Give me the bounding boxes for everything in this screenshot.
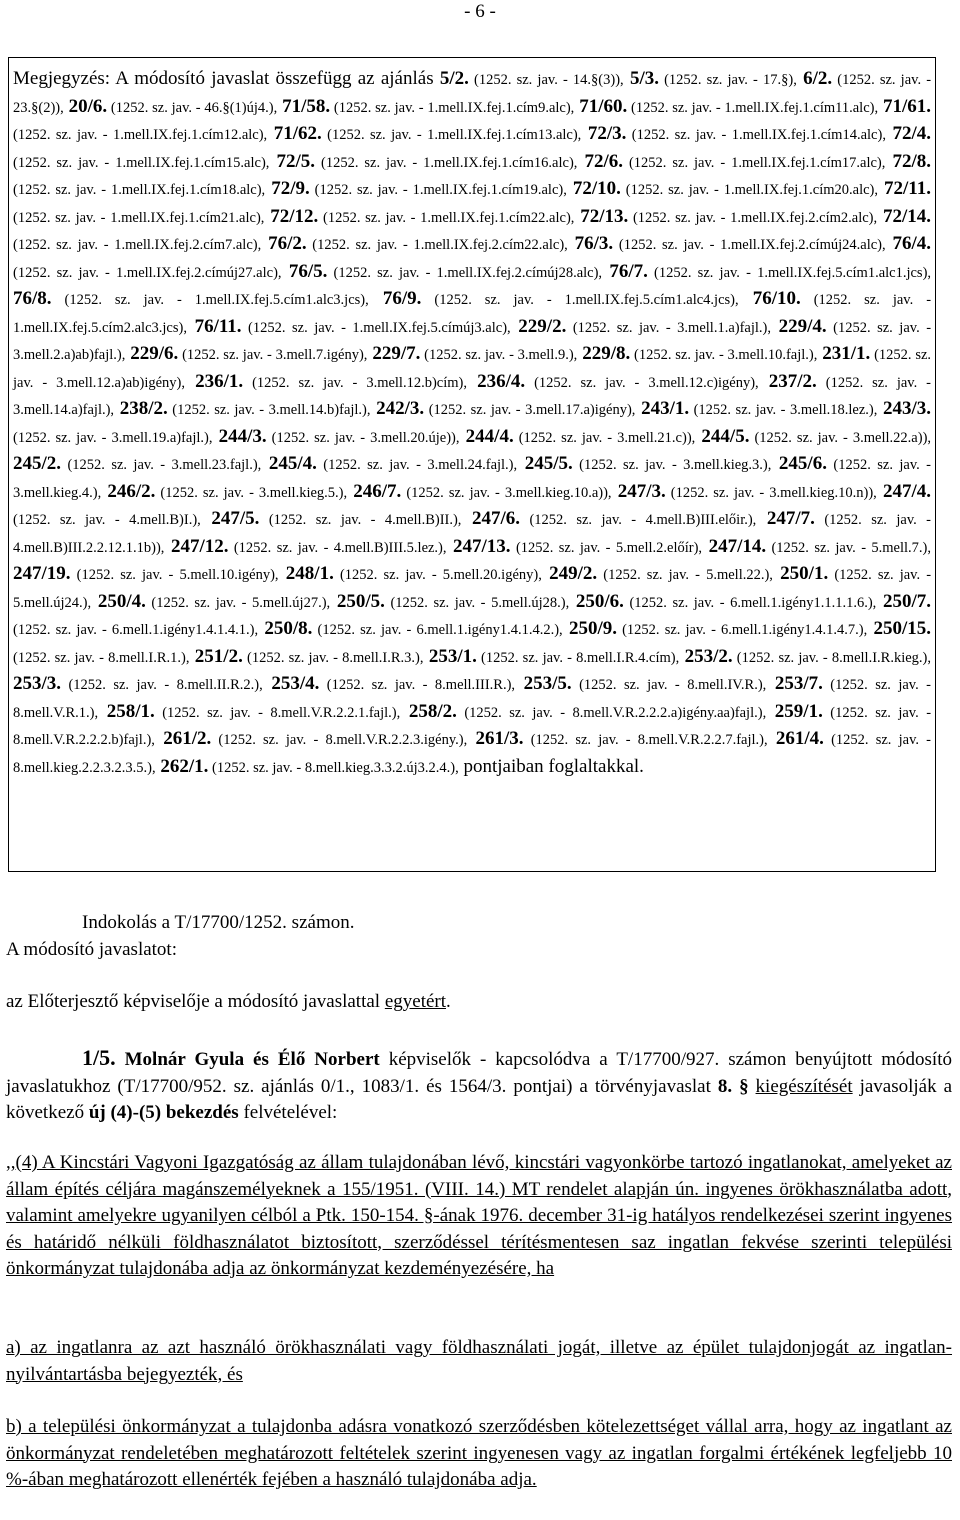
item-text-4: felvételével: [238,1102,338,1123]
note-ref-detail: (1252. sz. jav. - 1.mell.IX.fej.1.cím9.alc), [330,99,575,116]
note-ref: 76/3. [574,233,614,254]
item-authors: Molnár Gyula és Élő Norbert [124,1049,380,1070]
note-prefix: Megjegyzés: A módosító javaslat összefügg az ajánlás [13,68,440,89]
note-ref: 250/6. [575,590,624,612]
note-ref-detail: (1252. sz. jav. - 8.mell.I.R.4.cím), [476,649,680,666]
item-section: 8. § [717,1075,749,1097]
note-ref-detail: (1252. sz. jav. - 5.mell.22.), [597,567,773,583]
note-box [8,57,936,872]
note-ref-detail: (1252. sz. jav. - 8.mell.I.R.1.), [13,649,190,666]
note-ref-detail: (1252. sz. jav. - 17.§), [658,72,797,88]
note-ref-detail: (1252. sz. jav. - 1.mell.IX.fej.1.cím13.alc), [321,127,582,143]
note-ref: 76/7. [609,260,648,282]
item-text-3: javasolják a következő [6,1075,953,1123]
note-ref-detail: (1252. sz. jav. - 3.mell.7.igény), [178,347,368,363]
note-ref-detail: (1252. sz. jav. - 1.mell.IX.fej.5.cím1.alc3.jcs), [51,292,369,308]
note-ref: 247/3. [617,480,666,502]
note-ref: 253/2. [684,645,733,667]
note-ref: 261/2. [163,728,212,749]
note-ref: 72/10. [572,178,621,199]
item-text-1: képviselők - kapcsolódva a T/17700/927. számon benyújtott módosító javaslatukhoz (T/17700/952. sz. ajánlás 0/1., 1083/1. és 1564/3. pontjai) a törvényjavaslat [6,1049,952,1097]
note-ref-detail: (1252. sz. jav. - 1.mell.IX.fej.1.cím21.alc), [13,209,265,226]
note-ref-detail: (1252. sz. jav. - 3.mell.kieg.4.), [13,457,932,501]
paragraph-4: ,,(4) A Kincstári Vagyoni Igazgatóság az állam tulajdonában lévő, kincstári vagyonkörbe tartozó ingatlanokat, amelyeket az állam építés céljára magánszemélyeknek a 155/1951. (VIII. 14.) MT rendelet alapján ún. ingyenes örökhasználatba adott, valamint amelyekre ugyanilyen célból a Ptk. 150-154. §-ának 1976. december 31-ig hatályos rendelkezései szerint ingyenes és határidő nélküli földhasználatot biztosított, szerződéssel térítésmentesen saz ingatlan fekvése szerinti települési önkormányzat tulajdonába adja az önkormányzat kezdeményezésére, ha [6,1152,952,1279]
note-ref-detail: (1252. sz. jav. - 3.mell.kieg.5.), [155,484,348,501]
note-ref-detail: (1252. sz. jav. - 1.mell.IX.fej.5.cím1.alc4.jcs), [421,292,739,308]
note-ref: 229/4. [778,315,827,337]
note-ref: 246/2. [107,480,156,502]
note-ref: 247/7. [766,508,815,529]
note-ref-detail: (1252. sz. jav. - 1.mell.IX.fej.2.cím7.alc), [13,237,262,253]
note-ref: 253/5. [523,673,572,694]
note-ref: 76/11. [194,315,242,337]
note-ref-detail: (1252. sz. jav. - 8.mell.V.R.2.2.2.a)igény.aa)fajl.), [456,704,767,721]
note-ref-detail: (1252. sz. jav. - 5.mell.10.igény), [70,567,279,583]
note-ref-detail: (1252. sz. jav. - 5.mell.új28.), [384,594,570,611]
note-ref: 243/1. [641,398,690,419]
note-ref-detail: (1252. sz. jav. - 3.mell.10.fajl.), [630,347,818,363]
note-ref: 250/15. [873,618,932,639]
note-ref: 72/4. [892,123,932,144]
note-ref-detail: (1252. sz. jav. - 8.mell.V.R.2.2.1.fajl.), [154,704,401,721]
note-ref: 247/13. [453,535,511,557]
note-ref: 5/3. [629,68,659,89]
note-ref: 245/4. [268,453,317,474]
note-ref: 71/62. [273,123,322,144]
note-ref: 261/3. [475,728,524,749]
note-ref-detail: (1252. sz. jav. - 1.mell.IX.fej.1.cím20.alc), [620,182,878,198]
note-ref-detail: (1252. sz. jav. - 6.mell.1.igény1.4.1.4.1.), [13,622,259,638]
note-ref-detail: (1252. sz. jav. - 1.mell.IX.fej.2.cím2.alc), [628,209,878,226]
note-ref-detail: (1252. sz. jav. - 1.mell.IX.fej.5.cím2.alc3.jcs), [13,292,932,336]
note-ref: 250/1. [780,563,829,584]
note-ref-detail: (1252. sz. jav. - 1.mell.IX.fej.1.cím16.alc), [315,154,578,171]
note-ref-detail: (1252. sz. jav. - 6.mell.1.igény1.1.1.1.6.), [623,594,877,611]
note-ref-detail: (1252. sz. jav. - 3.mell.19.a)fajl.), [13,429,213,446]
note-ref: 71/60. [579,95,628,117]
note-ref-detail: (1252. sz. jav. - 8.mell.II.R.2.), [61,677,263,693]
note-ref: 236/4. [477,370,526,392]
note-ref-detail: (1252. sz. jav. - 5.mell.új27.), [145,594,331,611]
egyetert-line [6,989,451,1016]
note-ref: 247/5. [211,508,260,529]
note-ref-detail: (1252. sz. jav. - 3.mell.kieg.3.), [572,457,772,473]
note-ref-detail: (1252. sz. jav. - 1.mell.IX.fej.1.cím22.alc), [318,209,575,226]
note-ref-detail: (1252. sz. jav. - 1.mell.IX.fej.1.cím18.alc), [13,182,266,198]
note-ref: 244/5. [701,425,750,447]
page-number: - 6 - [464,1,496,22]
note-ref: 72/3. [587,123,627,144]
note-ref: 238/2. [119,398,168,419]
note-ref-detail: (1252. sz. jav. - 1.mell.IX.fej.2.címúj27.alc), [13,264,282,281]
note-ref-detail: (1252. sz. jav. - 5.mell.20.igény), [333,567,542,583]
note-ref: 242/3. [376,398,425,419]
note-ref: 250/8. [264,618,313,639]
note-ref: 253/4. [271,673,320,694]
item-paragraph [6,1045,952,1127]
item-text-2 [749,1076,756,1097]
note-ref: 72/5. [276,150,316,172]
note-ref: 251/2. [194,645,243,667]
note-ref: 259/1. [774,700,823,722]
note-ref: 72/12. [270,205,319,227]
note-ref-detail: (1252. sz. jav. - 1.mell.IX.fej.2.címúj24.alc), [613,237,886,253]
note-ref-detail: (1252. sz. jav. - 5.mell.7.), [766,539,932,556]
note-ref: 245/6. [778,453,827,474]
note-ref: 229/2. [518,315,567,337]
note-ref: 250/7. [882,590,932,612]
note-ref-detail: (1252. sz. jav. - 8.mell.I.R.3.), [242,649,424,666]
note-ref: 245/2. [13,453,62,474]
note-ref-detail: (1252. sz. jav. - 8.mell.V.R.2.2.2.b)fajl.), [13,704,932,748]
note-ref: 243/3. [883,398,932,419]
note-ref: 247/19. [13,563,71,584]
note-ref-detail: (1252. sz. jav. - 1.mell.IX.fej.2.címúj28.alc), [327,264,603,281]
note-ref: 5/2. [439,68,469,89]
note-ref-detail: (1252. sz. jav. - 3.mell.12.c)igény), [525,374,759,391]
note-ref-detail: (1252. sz. jav. - 3.mell.24.fajl.), [316,457,518,473]
note-ref: 247/14. [708,535,767,557]
note-ref: 72/6. [584,150,624,172]
note-ref-detail: (1252. sz. jav. - 1.mell.IX.fej.5.cím1.alc1.jcs), [647,264,932,281]
note-ref: 250/9. [568,618,617,639]
note-ref-detail: (1252. sz. jav. - 3.mell.14.a)fajl.), [13,374,932,418]
note-ref-detail: (1252. sz. jav. - 8.mell.IV.R.), [571,677,767,693]
note-ref: 76/10. [752,288,801,309]
note-ref: 244/4. [465,425,514,447]
note-ref-detail: (1252. sz. jav. - 5.mell.új24.), [13,567,932,611]
note-ref: 250/4. [97,590,146,612]
note-ref: 76/8. [13,288,52,309]
note-ref: 72/13. [580,205,629,227]
note-ref-detail: (1252. sz. jav. - 1.mell.IX.fej.1.cím19.alc), [309,182,567,198]
note-ref-detail: (1252. sz. jav. - 3.mell.12.a)ab)igény), [13,347,932,391]
note-ref-detail: (1252. sz. jav. - 3.mell.23.fajl.), [61,457,262,473]
note-ref-detail: (1252. sz. jav. - 3.mell.kieg.10.a)), [401,484,612,501]
note-ref: 247/12. [170,535,229,557]
note-ref: 76/2. [268,233,307,254]
note-ref: 71/61. [882,95,932,117]
note-ref: 72/9. [271,178,310,199]
note-ref: 262/1. [160,755,209,777]
note-ref-detail: (1252. sz. jav. - 8.mell.V.R.1.), [13,677,931,721]
note-ref-detail: (1252. sz. jav. - 3.mell.12.b)cím), [243,374,467,391]
note-ref: 253/3. [13,673,62,694]
note-ref: 253/7. [774,673,823,694]
note-ref-detail: (1252. sz. jav. - 8.mell.III.R.), [319,677,516,693]
note-ref-detail: (1252. sz. jav. - 1.mell.IX.fej.1.cím14.alc), [626,127,886,143]
note-ref: 229/7. [372,343,421,364]
note-ref: 258/1. [106,700,155,722]
note-ref-detail: (1252. sz. jav. - 8.mell.V.R.2.2.7.fajl.), [523,732,768,748]
note-ref: 72/14. [882,205,931,227]
note-ref-detail: (1252. sz. jav. - 6.mell.1.igény1.4.1.4.7.), [616,622,868,638]
note-ref: 244/3. [218,425,267,447]
note-ref-detail: (1252. sz. jav. - 8.mell.V.R.2.2.3.igény.), [211,732,468,748]
egyetert-prefix: az Előterjesztő képviselője a módosító javaslattal [6,991,385,1012]
note-ref-detail: (1252. sz. jav. - 4.mell.B)III.előir.), [520,512,757,528]
note-ref-detail: (1252. sz. jav. - 23.§(2)), [13,72,932,116]
item-uj-bekezdes: új (4)-(5) bekezdés [88,1102,239,1123]
note-ref: 76/9. [382,288,422,309]
note-ref: 76/4. [892,233,931,254]
note-ref-detail: (1252. sz. jav. - 5.mell.2.előír), [510,539,703,556]
note-ref-detail: (1252. sz. jav. - 3.mell.21.c)), [513,429,696,446]
note-ref: 248/1. [285,563,334,584]
note-ref-detail: (1252. sz. jav. - 4.mell.B)II.), [259,512,462,528]
note-ref-detail: (1252. sz. jav. - 1.mell.IX.fej.1.cím11.alc), [627,99,879,116]
point-b: b) a települési önkormányzat a tulajdonba adásra vonatkozó szerződésben kötelezettséget vállal arra, hogy az ingatlant az önkormányzat rendeletében meghatározott feltételek szerint ingyenesen vagy az ingatlan forgalmi értékének legfeljebb 10 %-ában meghatározott ellenérték fejében a használó tulajdonába adja. [6,1416,952,1490]
note-ref: 72/8. [892,150,931,172]
note-suffix: pontjaiban foglaltakkal. [458,755,644,777]
note-ref: 261/4. [775,728,824,749]
note-ref: 229/6. [130,343,179,364]
note-ref-detail: (1252. sz. jav. - 8.mell.I.R.kieg.), [732,649,931,666]
egyetert-suffix: . [446,991,451,1012]
note-ref-detail: (1252. sz. jav. - 3.mell.2.a)ab)fajl.), [13,319,932,363]
item-kiegeszites: kiegészítését [755,1075,853,1097]
note-ref: 237/2. [768,370,817,392]
note-ref-detail: (1252. sz. jav. - 8.mell.kieg.2.2.3.2.3.5.), [13,732,931,776]
note-ref: 247/6. [472,508,521,529]
note-ref-detail: (1252. sz. jav. - 4.mell.B)I.), [13,512,201,528]
note-ref-detail: (1252. sz. jav. - 3.mell.17.a)igény), [424,402,636,418]
note-ref-detail: (1252. sz. jav. - 1.mell.IX.fej.2.cím22.alc), [306,237,568,253]
note-ref: 250/5. [336,590,385,612]
note-ref: 236/1. [195,370,244,392]
note-ref-detail: (1252. sz. jav. - 3.mell.kieg.10.n)), [665,484,877,501]
note-ref: 247/4. [882,480,931,502]
note-ref-detail: (1252. sz. jav. - 8.mell.kieg.3.3.2.új3.2.4.), [208,759,459,776]
note-ref-detail: (1252. sz. jav. - 1.mell.IX.fej.5.címúj3.alc), [241,319,511,336]
note-items [13,68,931,777]
note-ref-detail: (1252. sz. jav. - 3.mell.1.a)fajl.), [566,319,771,336]
note-ref-detail: (1252. sz. jav. - 3.mell.18.lez.), [689,402,878,418]
note-ref: 71/58. [282,95,331,117]
note-ref: 245/5. [524,453,573,474]
note-ref-detail: (1252. sz. jav. - 3.mell.14.b)fajl.), [167,402,371,418]
indokolas: Indokolás a T/17700/1252. számon. [82,912,355,933]
note-ref: 76/5. [288,260,328,282]
note-ref: 258/2. [408,700,457,722]
note-ref: 72/11. [884,178,932,199]
note-ref: 229/8. [582,343,631,364]
javaslat-label: A módosító javaslatot: [6,939,177,960]
note-ref-detail: (1252. sz. jav. - 4.mell.B)III.5.lez.), [228,539,447,556]
note-ref-detail: (1252. sz. jav. - 4.mell.B)III.2.2.12.1.1b)), [13,512,932,556]
note-ref: 253/1. [428,645,477,667]
note-ref-detail: (1252. sz. jav. - 3.mell.20.úje)), [266,429,460,446]
note-ref-detail: (1252. sz. jav. - 46.§(1)új4.), [107,99,278,116]
point-a: a) az ingatlanra az azt használó örökhasználati vagy földhasználati jogát, illetve az épület tulajdonjogát az ingatlan-nyilvántartásba bejegyezték, és [6,1337,952,1385]
note-ref-detail: (1252. sz. jav. - 14.§(3)), [468,72,624,88]
note-ref: 246/7. [353,480,402,502]
note-ref: 6/2. [803,68,833,89]
note-ref-detail: (1252. sz. jav. - 3.mell.22.a)), [749,429,932,446]
egyetert-word: egyetért [384,991,447,1012]
note-ref-detail: (1252. sz. jav. - 6.mell.1.igény1.4.1.4.2.), [312,622,563,638]
note-ref: 20/6. [68,95,108,117]
note-ref: 231/1. [822,343,871,364]
note-ref-detail: (1252. sz. jav. - 3.mell.9.), [420,347,578,363]
note-ref-detail: (1252. sz. jav. - 1.mell.IX.fej.1.cím15.alc), [13,154,270,171]
item-number: 1/5. [82,1045,116,1070]
note-ref: 249/2. [549,563,598,584]
note-ref-detail: (1252. sz. jav. - 1.mell.IX.fej.1.cím12.alc), [13,127,268,143]
note-ref-detail: (1252. sz. jav. - 1.mell.IX.fej.1.cím17.alc), [623,154,886,171]
